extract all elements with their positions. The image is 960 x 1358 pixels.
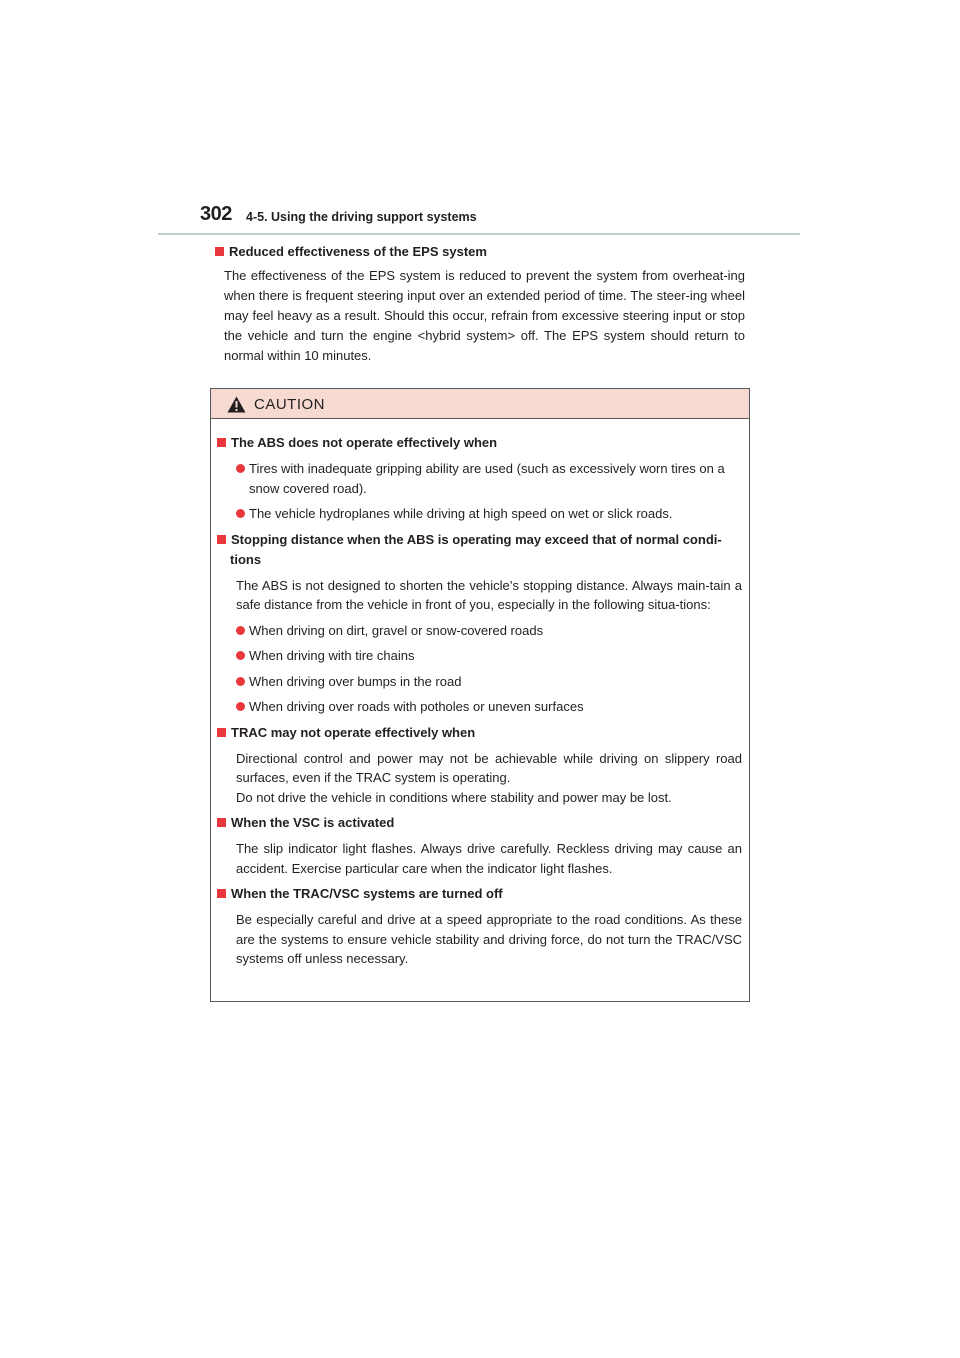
round-bullet-icon xyxy=(236,651,245,660)
square-bullet-icon xyxy=(217,818,226,827)
caution-heading: The ABS does not operate effectively when xyxy=(217,433,742,453)
square-bullet-icon xyxy=(215,247,224,256)
caution-paragraph: Directional control and power may not be achievable while driving on slippery road surfaces, even if the TRAC system is operating. Do not drive the vehicle in conditions where stability and power may be lost. xyxy=(236,750,742,805)
list-item: When driving on dirt, gravel or snow-covered roads xyxy=(236,621,742,641)
square-bullet-icon xyxy=(217,728,226,737)
round-bullet-icon xyxy=(236,464,245,473)
caution-paragraph: The ABS is not designed to shorten the vehicle’s stopping distance. Always main-tain a safe distance from the vehicle in front of you, especially in the following situa-tions: xyxy=(236,577,742,612)
intro-block xyxy=(215,244,745,366)
caution-header xyxy=(211,389,749,419)
list-item: The vehicle hydroplanes while driving at high speed on wet or slick roads. xyxy=(236,504,742,524)
caution-heading: TRAC may not operate effectively when xyxy=(217,723,742,743)
caution-box xyxy=(210,388,750,1002)
intro-heading: Reduced effectiveness of the EPS system xyxy=(229,244,487,259)
warning-triangle-icon xyxy=(227,396,246,413)
round-bullet-icon xyxy=(236,702,245,711)
square-bullet-icon xyxy=(217,438,226,447)
list-item: When driving with tire chains xyxy=(236,646,742,666)
page-number: 302 xyxy=(200,203,232,225)
list-item: When driving over bumps in the road xyxy=(236,672,742,692)
round-bullet-icon xyxy=(236,509,245,518)
caution-paragraph: Be especially careful and drive at a speed appropriate to the road conditions. As these are the systems to ensure vehicle stability and driving force, do not turn the TRAC/VSC systems off unless necessary. xyxy=(236,912,742,966)
caution-heading: When the VSC is activated xyxy=(217,813,742,833)
section-title: 4-5. Using the driving support systems xyxy=(246,210,477,224)
round-bullet-icon xyxy=(236,626,245,635)
caution-heading: Stopping distance when the ABS is operating may exceed that of normal condi- tions xyxy=(217,530,742,570)
list-item: When driving over roads with potholes or uneven surfaces xyxy=(236,697,742,717)
intro-paragraph: The effectiveness of the EPS system is reduced to prevent the system from overheat-ing when there is frequent steering input over an extended period of time. The steer-ing wheel may feel heavy as a result. Should this occur, refrain from excessive steering input or stop the vehicle and turn the engine <hybrid system> off. The EPS system should return to normal within 10 minutes. xyxy=(224,268,745,363)
page-header xyxy=(200,203,800,235)
caution-heading: When the TRAC/VSC systems are turned off xyxy=(217,884,742,904)
square-bullet-icon xyxy=(217,535,226,544)
caution-paragraph: The slip indicator light flashes. Always drive carefully. Reckless driving may cause an accident. Exercise particular care when the indicator light flashes. xyxy=(236,841,742,876)
round-bullet-icon xyxy=(236,677,245,686)
caution-body xyxy=(211,419,749,969)
caution-label: CAUTION xyxy=(254,396,325,413)
list-item: Tires with inadequate gripping ability are used (such as excessively worn tires on a snow covered road). xyxy=(236,459,742,498)
square-bullet-icon xyxy=(217,889,226,898)
header-rule xyxy=(158,233,800,235)
